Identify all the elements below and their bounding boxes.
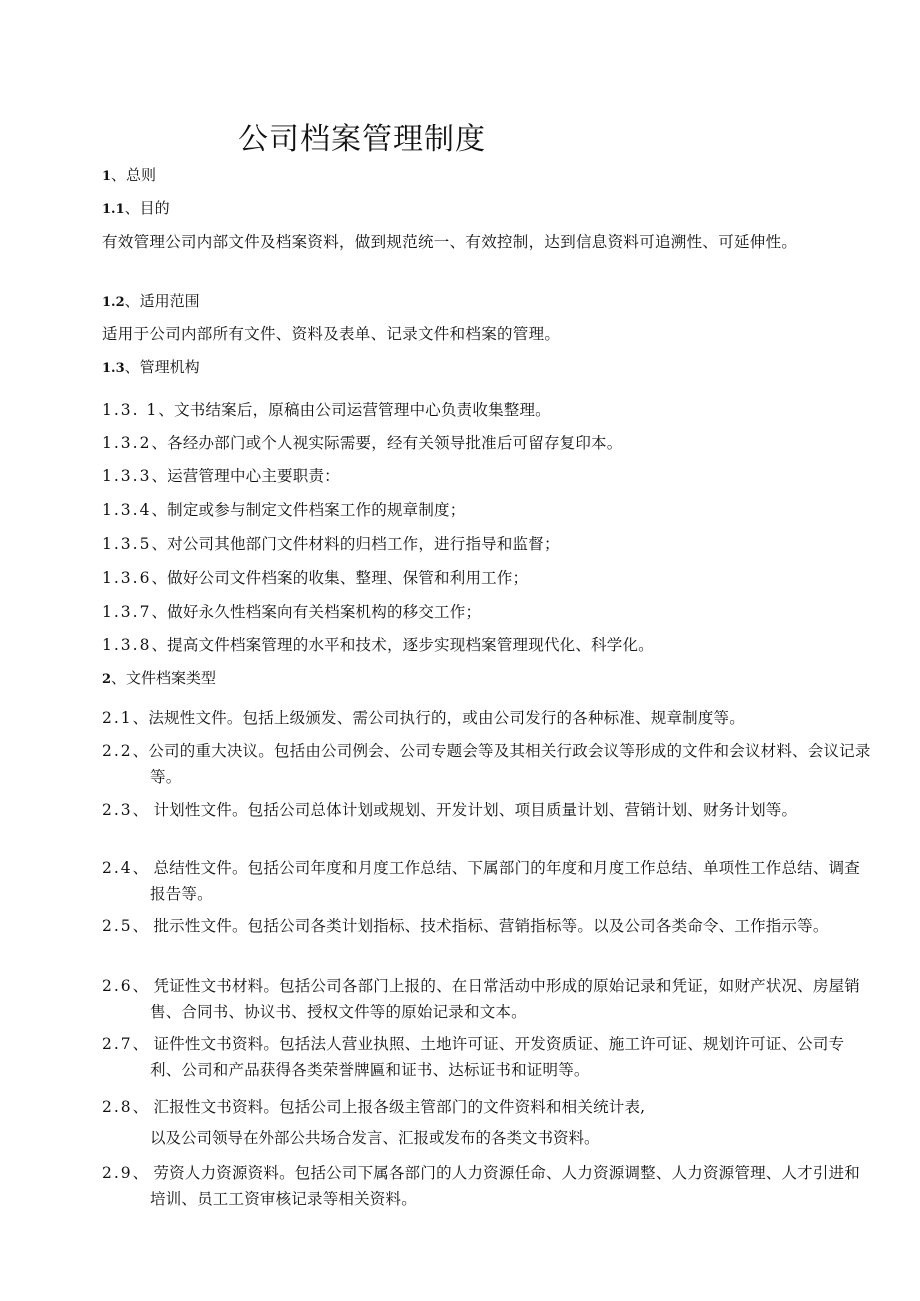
item-text: 、 计划性文件。包括公司总体计划或规划、开发计划、项目质量计划、营销计划、财务计划等。: [132, 801, 798, 819]
item-text: 、 汇报性文书资料。包括公司上报各级主管部门的文件资料和相关统计表,: [132, 1098, 646, 1116]
section-2-heading: [102, 666, 216, 692]
item-number: 1.3.7: [102, 603, 152, 621]
item-number: 2.9: [102, 1164, 133, 1182]
item-text: 、提高文件档案管理的水平和技术，逐步实现档案管理现代化、科学化。: [151, 636, 654, 654]
document-title: 公司档案管理制度: [238, 122, 486, 157]
list-item: [102, 431, 834, 456]
item-number: 1.3.3: [102, 467, 152, 485]
section-label: 、适用范围: [124, 292, 200, 310]
section-1-2-text: 适用于公司内部所有文件、资料及表单、记录文件和档案的管理。: [102, 325, 561, 343]
section-label: 、目的: [124, 199, 170, 217]
item-number: 1.3.6: [102, 569, 152, 587]
item-number: 2.8: [102, 1098, 133, 1116]
list-item: [102, 705, 872, 731]
list-item: [102, 913, 872, 939]
item-text: 、运营管理中心主要职责：: [151, 467, 340, 485]
list-item: [102, 973, 872, 1025]
list-item: [102, 566, 834, 591]
section-label: 、总则: [111, 166, 157, 184]
section-number: 1.2: [102, 295, 125, 310]
item-number: 2.1: [102, 709, 133, 727]
list-item: [102, 797, 872, 823]
item-text: 、 劳资人力资源资料。包括公司下属各部门的人力资源任命、人力资源调整、人力资源管理、人才引进和培训、员工工资审核记录等相关资料。: [132, 1164, 860, 1208]
section-number: 1: [102, 169, 112, 184]
item-text: 、 批示性文件。包括公司各类计划指标、技术指标、营销指标等。以及公司各类命令、工作指示等。: [132, 917, 829, 935]
item-number: 1.3.2: [102, 434, 152, 452]
item-text: 、文书结案后，原稿由公司运营管理中心负责收集整理。: [158, 401, 551, 419]
item-text: 、做好公司文件档案的收集、整理、保管和利用工作；: [151, 569, 529, 587]
list-item: [102, 855, 872, 907]
item-number: 1.3.5: [102, 535, 152, 553]
list-item: [102, 1160, 872, 1212]
item-number: 2.2: [102, 742, 133, 760]
item-text: 、制定或参与制定文件档案工作的规章制度；: [151, 501, 466, 519]
section-1-2-heading: [102, 289, 200, 315]
section-label: 、文件档案类型: [111, 669, 217, 687]
item-number: 2.7: [102, 1035, 133, 1053]
item-text: 、公司的重大决议。包括由公司例会、公司专题会等及其相关行政会议等形成的文件和会议材料、会议记录等。: [132, 742, 871, 786]
item-text: 、各经办部门或个人视实际需要，经有关领导批准后可留存复印本。: [151, 434, 623, 452]
item-number: 1.3.8: [102, 636, 152, 654]
item-text: 、法规性文件。包括上级颁发、需公司执行的，或由公司发行的各种标准、规章制度等。: [132, 709, 745, 727]
list-item: [102, 633, 834, 658]
item-number: 1.3. 1: [102, 401, 159, 419]
list-item: [102, 600, 834, 625]
item-text: 、 凭证性文书材料。包括公司各部门上报的、在日常活动中形成的原始记录和凭证，如财产状况、房屋销售、合同书、协议书、授权文件等的原始记录和文本。: [132, 977, 860, 1021]
list-item-continuation: 以及公司领导在外部公共场合发言、汇报或发布的各类文书资料。: [150, 1129, 600, 1147]
list-item: [102, 498, 834, 523]
list-item: [102, 1031, 872, 1083]
item-text: 、 证件性文书资料。包括法人营业执照、土地许可证、开发资质证、施工许可证、规划许可证、公司专利、公司和产品获得各类荣誉牌匾和证书、达标证书和证明等。: [132, 1035, 845, 1079]
list-item: [102, 532, 834, 557]
item-number: 2.5: [102, 917, 133, 935]
item-number: 2.6: [102, 977, 133, 995]
section-number: 1.3: [102, 361, 125, 376]
list-item: [102, 738, 872, 790]
item-number: 1.3.4: [102, 501, 152, 519]
section-1-1-text: 有效管理公司内部文件及档案资料，做到规范统一、有效控制，达到信息资料可追溯性、可延伸性。: [102, 233, 798, 251]
section-label: 、管理机构: [124, 358, 200, 376]
section-1-1-heading: [102, 196, 170, 222]
list-item: [102, 398, 834, 423]
list-item: [102, 464, 834, 489]
list-item: [102, 1095, 834, 1120]
item-number: 2.4: [102, 859, 133, 877]
section-number: 1.1: [102, 202, 125, 217]
section-number: 2: [102, 672, 112, 687]
item-text: 、 总结性文件。包括公司年度和月度工作总结、下属部门的年度和月度工作总结、单项性工作总结、调查报告等。: [132, 859, 860, 903]
section-1-3-heading: [102, 355, 200, 381]
item-text: 、做好永久性档案向有关档案机构的移交工作；: [151, 603, 482, 621]
section-1-heading: [102, 163, 156, 189]
item-number: 2.3: [102, 801, 133, 819]
item-text: 、对公司其他部门文件材料的归档工作，进行指导和监督；: [151, 535, 560, 553]
